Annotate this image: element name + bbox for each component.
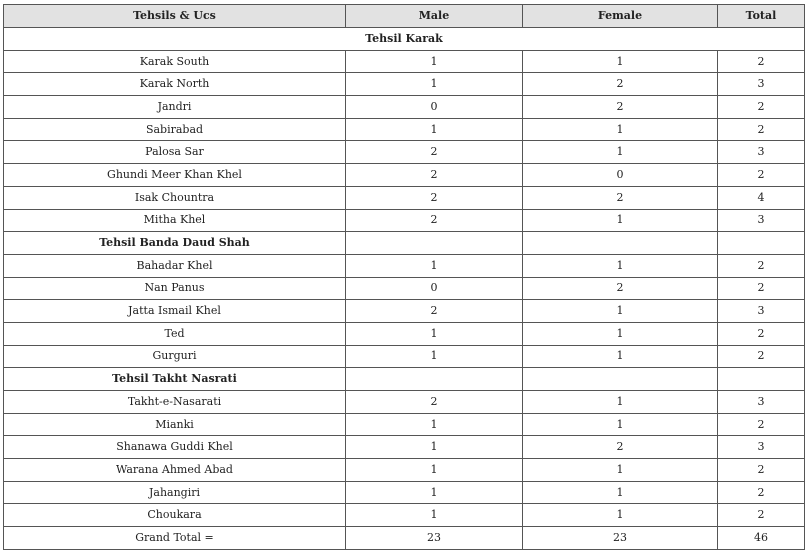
uc-name-cell: Mitha Khel [4,209,346,232]
male-cell: 2 [346,209,523,232]
male-cell: 2 [346,391,523,414]
male-cell: 1 [346,459,523,482]
total-cell: 3 [718,73,805,96]
empty-cell [718,368,805,391]
total-cell: 2 [718,345,805,368]
section-title: Tehsil Karak [4,28,805,51]
table-row [4,391,805,414]
table-row [4,164,805,187]
total-cell: 2 [718,322,805,345]
table-row [4,413,805,436]
table-row [4,322,805,345]
female-cell: 2 [523,186,718,209]
section-row [4,232,805,255]
male-cell: 0 [346,96,523,119]
male-cell: 1 [346,254,523,277]
header-female: Female [523,5,718,28]
total-cell: 3 [718,436,805,459]
female-cell: 1 [523,322,718,345]
total-cell: 2 [718,277,805,300]
female-cell: 1 [523,391,718,414]
male-cell: 1 [346,413,523,436]
section-row [4,28,805,51]
uc-name-cell: Nan Panus [4,277,346,300]
uc-name-cell: Jahangiri [4,481,346,504]
female-cell: 1 [523,209,718,232]
total-cell: 2 [718,118,805,141]
total-cell: 2 [718,50,805,73]
empty-cell [718,232,805,255]
uc-name-cell: Bahadar Khel [4,254,346,277]
female-cell: 1 [523,300,718,323]
female-cell: 1 [523,459,718,482]
uc-name-cell: Ted [4,322,346,345]
section-title: Tehsil Takht Nasrati [4,368,346,391]
uc-gender-table [3,4,805,550]
uc-name-cell: Karak South [4,50,346,73]
female-cell: 1 [523,254,718,277]
grand-total-female: 23 [523,527,718,550]
table-row [4,209,805,232]
female-cell: 0 [523,164,718,187]
header-tehsils-ucs: Tehsils & Ucs [4,5,346,28]
male-cell: 1 [346,50,523,73]
uc-name-cell: Gurguri [4,345,346,368]
total-cell: 4 [718,186,805,209]
table-row [4,345,805,368]
table-row [4,96,805,119]
female-cell: 1 [523,118,718,141]
grand-total-label: Grand Total = [4,527,346,550]
total-cell: 3 [718,141,805,164]
table-row [4,436,805,459]
male-cell: 1 [346,345,523,368]
uc-name-cell: Ghundi Meer Khan Khel [4,164,346,187]
male-cell: 2 [346,164,523,187]
total-cell: 2 [718,96,805,119]
total-cell: 3 [718,391,805,414]
empty-cell [523,368,718,391]
female-cell: 1 [523,141,718,164]
uc-name-cell: Isak Chountra [4,186,346,209]
table-row [4,300,805,323]
male-cell: 0 [346,277,523,300]
grand-total-male: 23 [346,527,523,550]
total-cell: 2 [718,504,805,527]
female-cell: 2 [523,96,718,119]
male-cell: 1 [346,73,523,96]
uc-name-cell: Choukara [4,504,346,527]
female-cell: 1 [523,413,718,436]
uc-name-cell: Karak North [4,73,346,96]
female-cell: 1 [523,50,718,73]
table-row [4,186,805,209]
total-cell: 2 [718,459,805,482]
uc-name-cell: Mianki [4,413,346,436]
female-cell: 2 [523,436,718,459]
total-cell: 2 [718,254,805,277]
table-row [4,141,805,164]
table-row [4,277,805,300]
total-cell: 2 [718,413,805,436]
male-cell: 1 [346,118,523,141]
uc-name-cell: Sabirabad [4,118,346,141]
table-row [4,459,805,482]
section-row [4,368,805,391]
section-title: Tehsil Banda Daud Shah [4,232,346,255]
uc-name-cell: Warana Ahmed Abad [4,459,346,482]
table-row [4,73,805,96]
female-cell: 1 [523,504,718,527]
male-cell: 1 [346,481,523,504]
total-cell: 3 [718,300,805,323]
header-row [4,5,805,28]
grand-total-total: 46 [718,527,805,550]
male-cell: 1 [346,504,523,527]
male-cell: 1 [346,322,523,345]
total-cell: 2 [718,481,805,504]
table-row [4,50,805,73]
total-cell: 2 [718,164,805,187]
female-cell: 1 [523,345,718,368]
table-row [4,481,805,504]
header-total: Total [718,5,805,28]
empty-cell [523,232,718,255]
empty-cell [346,232,523,255]
uc-name-cell: Jandri [4,96,346,119]
male-cell: 1 [346,436,523,459]
grand-total-row [4,527,805,550]
female-cell: 1 [523,481,718,504]
table-row [4,504,805,527]
header-male: Male [346,5,523,28]
table-body [4,28,805,550]
total-cell: 3 [718,209,805,232]
table-row [4,118,805,141]
female-cell: 2 [523,73,718,96]
male-cell: 2 [346,141,523,164]
uc-name-cell: Palosa Sar [4,141,346,164]
table-row [4,254,805,277]
uc-name-cell: Jatta Ismail Khel [4,300,346,323]
empty-cell [346,368,523,391]
uc-name-cell: Takht-e-Nasarati [4,391,346,414]
male-cell: 2 [346,186,523,209]
female-cell: 2 [523,277,718,300]
uc-name-cell: Shanawa Guddi Khel [4,436,346,459]
male-cell: 2 [346,300,523,323]
